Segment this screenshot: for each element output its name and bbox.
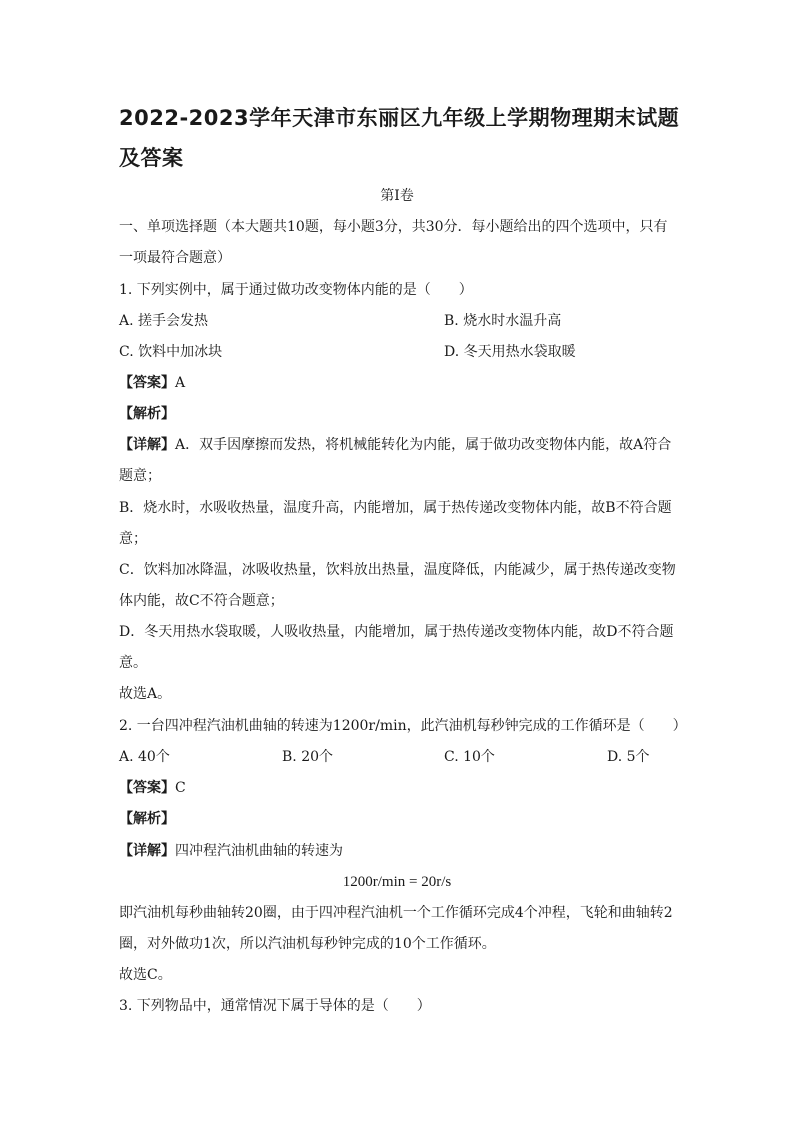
q2-stem: 2. 一台四冲程汽油机曲轴的转速为1200r/min，此汽油机每秒钟完成的工作循环是（ ） [119, 718, 687, 734]
q2-option-b: B. 20个 [282, 749, 334, 765]
q1-detail-line3: B．烧水时，水吸收热量，温度升高，内能增加，属于热传递改变物体内能，故B不符合题 [119, 500, 672, 516]
q3-stem: 3. 下列物品中，通常情况下属于导体的是（ ） [119, 998, 431, 1014]
q1-answer-row [119, 373, 185, 393]
q2-detail-line2: 即汽油机每秒曲轴转20圈，由于四冲程汽油机一个工作循环完成4个冲程，飞轮和曲轴转2 [119, 905, 673, 921]
q2-conclusion: 故选C。 [119, 967, 172, 983]
q2-formula: 1200r/min = 20r/s [342, 874, 452, 890]
q1-option-d: D. 冬天用热水袋取暖 [444, 344, 576, 360]
q1-analysis-tag: 【解析】 [119, 406, 175, 422]
q1-option-c: C. 饮料中加冰块 [119, 344, 223, 360]
q1-detail-line4: 意； [119, 531, 147, 547]
q1-detail-line1 [119, 435, 671, 455]
q2-answer-value: C [175, 780, 186, 796]
q1-option-b: B. 烧水时水温升高 [444, 313, 562, 329]
q1-detail-text: A．双手因摩擦而发热，将机械能转化为内能，属于做功改变物体内能，故A符合 [175, 437, 672, 453]
section-heading-line1: 一、单项选择题（本大题共10题，每小题3分，共30分．每小题给出的四个选项中，只有 [119, 219, 668, 235]
q1-conclusion: 故选A。 [119, 686, 172, 702]
section-heading-line2: 一项最符合题意） [119, 250, 231, 266]
q2-answer-row [119, 778, 186, 798]
answer-tag: 【答案】 [119, 375, 175, 391]
detail-tag: 【详解】 [119, 437, 175, 453]
q2-option-c: C. 10个 [444, 749, 495, 765]
q1-detail-line2: 题意； [119, 468, 161, 484]
document-title: 2022-2023学年天津市东丽区九年级上学期物理期末试题及答案 [119, 106, 680, 170]
q1-option-a: A. 搓手会发热 [119, 313, 209, 329]
q2-detail-line3: 圈，对外做功1次，所以汽油机每秒钟完成的10个工作循环。 [119, 936, 496, 952]
q2-detail-line1 [119, 841, 343, 861]
q1-detail-line5: C．饮料加冰降温，冰吸收热量，饮料放出热量，温度降低，内能减少，属于热传递改变物 [119, 562, 676, 578]
q1-detail-line7: D．冬天用热水袋取暖，人吸收热量，内能增加，属于热传递改变物体内能，故D不符合题 [119, 624, 674, 640]
q2-detail-text: 四冲程汽油机曲轴的转速为 [175, 843, 343, 859]
volume-heading: 第Ⅰ卷 [380, 188, 414, 204]
detail-tag: 【详解】 [119, 843, 175, 859]
q1-stem: 1. 下列实例中，属于通过做功改变物体内能的是（ ） [119, 282, 473, 298]
q2-option-d: D. 5个 [607, 749, 650, 765]
q1-detail-line8: 意。 [119, 655, 147, 671]
q1-detail-line6: 体内能，故C不符合题意； [119, 593, 284, 609]
q2-option-a: A. 40个 [119, 749, 170, 765]
q1-answer-value: A [175, 375, 186, 391]
q2-analysis-tag: 【解析】 [119, 811, 175, 827]
answer-tag: 【答案】 [119, 780, 175, 796]
